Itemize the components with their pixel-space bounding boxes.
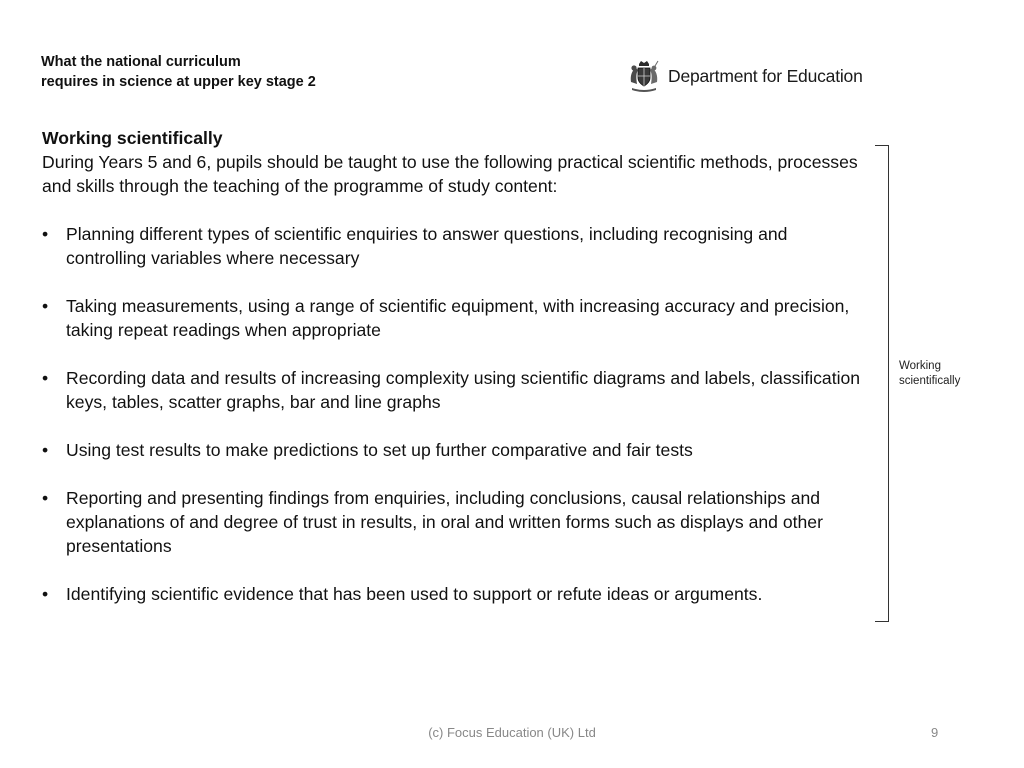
department-for-education-logo [626,58,863,94]
list-item [42,582,862,606]
list-item [42,486,862,558]
bullet-glyph: • [42,584,49,604]
list-item [42,438,862,462]
list-item-text: Recording data and results of increasing complexity using scientific diagrams and labels, classification keys, tables, scatter graphs, bar and line graphs [66,368,861,412]
list-item [42,222,862,270]
list-item-text: Taking measurements, using a range of scientific equipment, with increasing accuracy and precision, taking repeat readings when appropriate [66,296,850,340]
page-number: 9 [931,725,939,740]
list-item [42,366,862,414]
footer-copyright: (c) Focus Education (UK) Ltd [428,725,596,740]
bullet-list [42,222,862,606]
bullet-glyph: • [42,440,49,460]
list-item-text: Reporting and presenting findings from enquiries, including conclusions, causal relationships and explanations of and degree of trust in results, in oral and written forms such as displays and other presentations [66,488,823,556]
list-item-text: Identifying scientific evidence that has been used to support or refute ideas or arguments. [66,584,763,604]
list-item [42,294,862,342]
slide-title [41,52,601,92]
intro-paragraph: During Years 5 and 6, pupils should be taught to use the following practical scientific methods, processes and skills through the teaching of the programme of study content: [42,152,858,196]
main-content [42,126,862,630]
grouping-bracket [875,145,889,622]
bullet-glyph: • [42,488,49,508]
list-item-text: Planning different types of scientific enquiries to answer questions, including recognising and controlling variables where necessary [66,224,788,268]
side-label [899,359,1009,389]
section-heading: Working scientifically [42,128,223,148]
bullet-glyph: • [42,224,49,244]
side-label-line-1: Working [899,360,941,372]
bullet-glyph: • [42,368,49,388]
side-label-line-2: scientifically [899,375,961,387]
department-for-education-text: Department for Education [668,65,863,86]
list-item-text: Using test results to make predictions to set up further comparative and fair tests [66,440,693,460]
royal-coat-of-arms-icon [626,58,662,94]
slide-title-line-1: What the national curriculum [41,54,241,70]
slide-title-line-2: requires in science at upper key stage 2 [41,74,316,90]
bullet-glyph: • [42,296,49,316]
